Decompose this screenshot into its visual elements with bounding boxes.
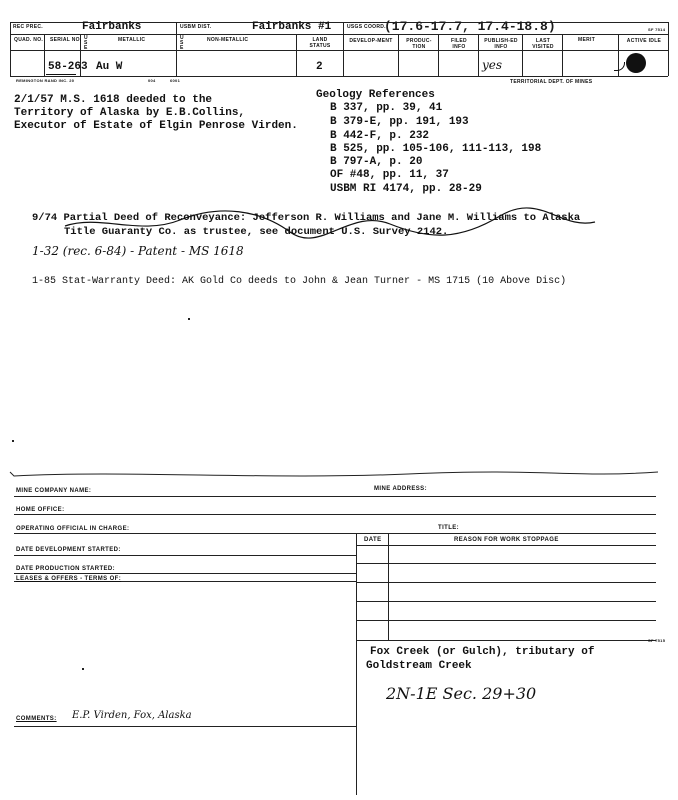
wavy-separator: [8, 462, 668, 484]
form-number: SF 7514: [648, 27, 666, 32]
col-last-visited: LAST VISITED: [532, 38, 554, 50]
mine-company-name-label: MINE COMPANY NAME:: [16, 488, 92, 494]
stray-mark: [82, 668, 84, 670]
comments-line: [14, 726, 356, 727]
geology-ref: B 525, pp. 105-106, 111-113, 198: [330, 143, 542, 155]
col-land-status: LAND STATUS: [309, 37, 331, 49]
col-quad-no: QUAD. NO.: [14, 37, 44, 43]
usbm-dist-value: Fairbanks #1: [252, 21, 332, 33]
col-metallic: METALLIC: [118, 37, 146, 43]
department-name: TERRITORIAL DEPT. OF MINES: [510, 79, 593, 85]
geology-ref: B 337, pp. 39, 41: [330, 102, 443, 114]
usgs-coord-value: (17.6-17.7, 17.4-18.8): [384, 19, 556, 34]
mine-address-label: MINE ADDRESS:: [374, 486, 427, 492]
form-number-2: SF 7515: [648, 638, 666, 643]
home-office-label: HOME OFFICE:: [16, 507, 65, 513]
date-production-label: DATE PRODUCTION STARTED:: [16, 566, 116, 572]
serial-underline: [46, 74, 76, 75]
deed-line: Territory of Alaska by E.B.Collins,: [14, 107, 246, 119]
col-development: DEVELOP-MENT: [349, 38, 393, 44]
location-line: Goldstream Creek: [366, 660, 472, 672]
stray-mark: [12, 440, 14, 442]
rec-prec-label: REC PREC.: [13, 24, 43, 30]
geology-ref: B 379-E, pp. 191, 193: [330, 116, 469, 128]
comments-value: E.P. Virden, Fox, Alaska: [72, 710, 192, 721]
geology-ref: USBM RI 4174, pp. 28-29: [330, 183, 482, 195]
geology-ref: B 797-A, p. 20: [330, 156, 423, 168]
geology-title: Geology References: [316, 89, 435, 101]
usbm-dist-label: USBM DIST.: [180, 24, 212, 30]
comments-label: COMMENTS:: [16, 716, 57, 722]
location-handwritten: 2N-1E Sec. 29+30: [386, 684, 537, 703]
col-production: PRODUC-TION: [406, 38, 432, 50]
col-metallic-prefix: U S E: [84, 35, 88, 51]
warranty-line: 1-85 Stat-Warranty Deed: AK Gold Co deeds to John & Jean Turner - MS 1715 (10 Above Disc): [32, 276, 567, 287]
reconveyance-line: Title Guaranty Co. as trustee, see document U.S. Survey 2142.: [64, 226, 449, 238]
col-nonmetallic: NON-METALLIC: [207, 37, 249, 43]
title-label: TITLE:: [438, 525, 460, 531]
deed-line: Executor of Estate of Elgin Penrose Virden.: [14, 120, 298, 132]
geology-ref: B 442-F, p. 232: [330, 130, 430, 142]
stray-mark: [188, 318, 190, 320]
active-status-dot: [626, 53, 646, 73]
col-serial-no: SERIAL NO.: [50, 37, 82, 43]
rec-prec-value: Fairbanks: [82, 21, 142, 33]
location-line: Fox Creek (or Gulch), tributary of: [370, 646, 595, 658]
land-status-value: 2: [316, 61, 323, 73]
operating-official-label: OPERATING OFFICIAL IN CHARGE:: [16, 526, 130, 532]
printer-info: REMINGTON RAND INC. 20: [16, 78, 75, 83]
active-mark-stroke: [614, 62, 625, 71]
reason-column-header: REASON FOR WORK STOPPAGE: [454, 537, 559, 543]
usgs-coord-label: USGS COORD.: [347, 24, 386, 30]
date-column-header: DATE: [364, 537, 382, 543]
metallic-value: Au W: [96, 61, 123, 73]
reconveyance-line: 9/74 Partial Deed of Reconveyance: Jefferson R. Williams and Jane M. Williams to Alaska: [32, 212, 581, 224]
patent-note: 1-32 (rec. 6-84) - Patent - MS 1618: [32, 244, 244, 258]
serial-value: 58-263: [48, 61, 88, 73]
date-development-label: DATE DEVELOPMENT STARTED:: [16, 547, 121, 553]
deed-line: 2/1/57 M.S. 1618 deeded to the: [14, 94, 213, 106]
geology-ref: OF #48, pp. 11, 37: [330, 169, 449, 181]
col-nonmetallic-prefix: U S E: [180, 35, 184, 51]
published-info-value: yes: [482, 58, 503, 72]
col-active-idle: ACTIVE IDLE: [626, 38, 662, 44]
leases-label: LEASES & OFFERS - TERMS OF:: [16, 576, 122, 582]
col-published-info: PUBLISH-ED INFO: [484, 38, 518, 50]
printer-code-2: 6001: [170, 78, 181, 83]
printer-code-1: 004: [148, 78, 156, 83]
col-filed-info: FILED INFO: [451, 38, 467, 50]
strikethrough-scribble: [60, 206, 600, 242]
col-merit: MERIT: [578, 37, 596, 43]
